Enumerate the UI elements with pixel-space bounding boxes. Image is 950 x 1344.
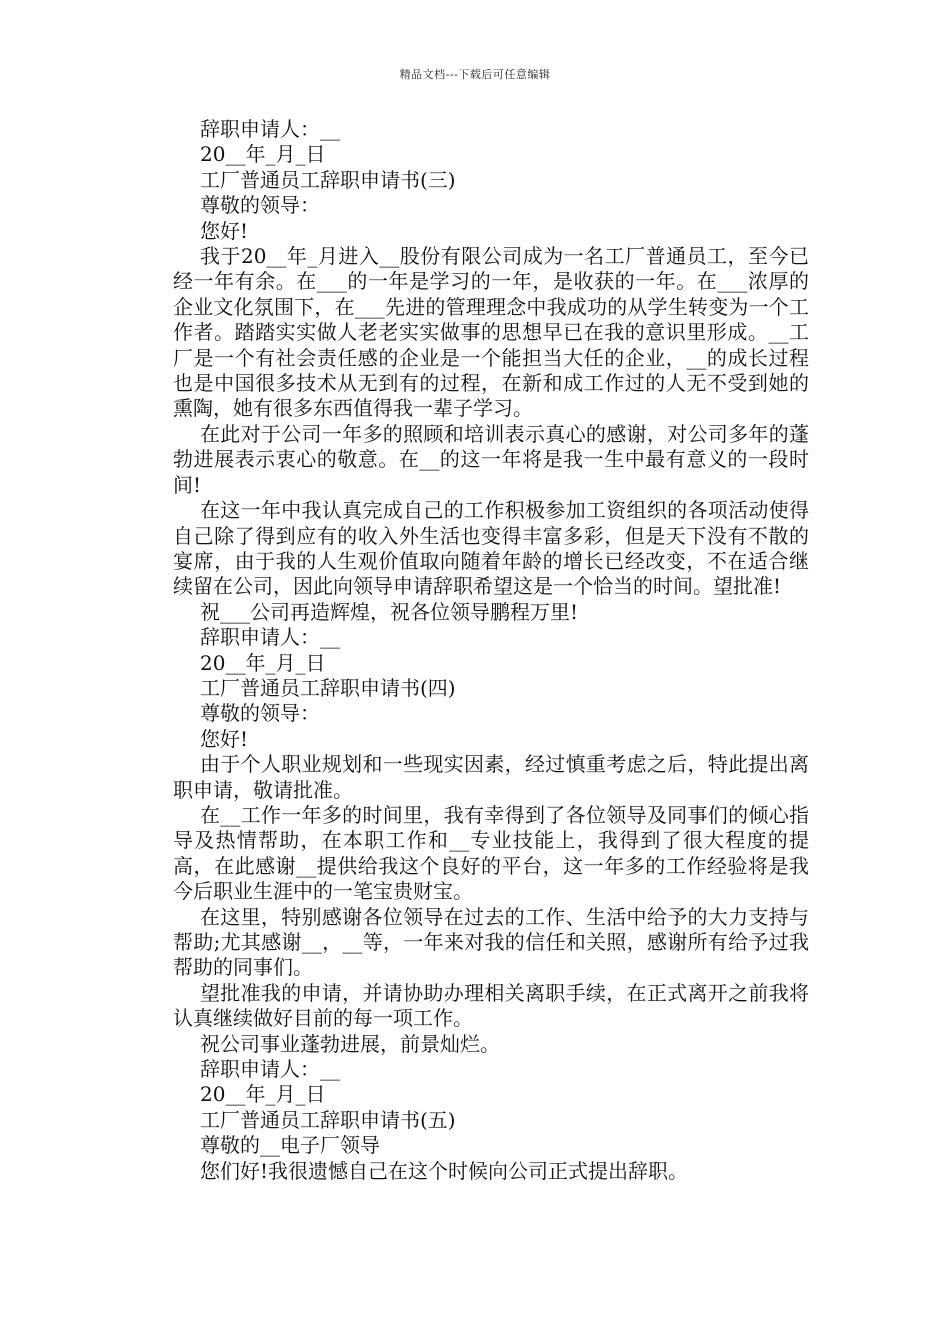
document-body (173, 117, 809, 1184)
signature-line: 辞职申请人：__ (200, 117, 340, 141)
paragraph: 我于20__年_月进入__股份有限公司成为一名工厂普通员工，至今已经一年有余。在___的一年是学习的一年，是收获的一年。在___浓厚的企业文化氛围下，在___先进的管理理念中我成功的从学生转变为一个工作者。踏踏实实做人老老实实做事的思想早已在我的意识里形成。__工厂是一个有社会责任感的企业是一个能担当大任的企业，__的成长过程也是中国很多技术从无到有的过程，在新和成工作过的人无不受到她的熏陶，她有很多东西值得我一辈子学习。 (173, 244, 809, 421)
salutation: 尊敬的领导： (200, 193, 320, 218)
paragraph: 在此对于公司一年多的照顾和培训表示真心的感谢，对公司多年的蓬勃进展表示衷心的敬意。在__的这一年将是我一生中最有意义的一段时间! (173, 421, 809, 497)
greeting: 您好! (200, 726, 249, 751)
salutation: 尊敬的__电子厂领导 (200, 1133, 380, 1158)
salutation: 尊敬的领导： (200, 701, 320, 726)
signature-line: 辞职申请人：__ (200, 1057, 340, 1082)
section-title: 工厂普通员工辞职申请书(三) (200, 167, 456, 192)
section-title: 工厂普通员工辞职申请书(五) (200, 1107, 456, 1132)
date-line: 20__年_月_日 (200, 1082, 326, 1107)
closing-wish: 祝公司事业蓬勃进展，前景灿烂。 (200, 1031, 500, 1056)
paragraph: 在这一年中我认真完成自己的工作积极参加工资组织的各项活动使得自己除了得到应有的收入外生活也变得丰富多彩，但是天下没有不散的宴席，由于我的人生观价值取向随着年龄的增长已经改变，不在适合继续留在公司，因此向领导申请辞职希望这是一个恰当的时间。望批准! (173, 498, 809, 599)
closing-wish: 祝___公司再造辉煌，祝各位领导鹏程万里! (200, 599, 579, 624)
paragraph: 望批准我的申请，并请协助办理相关离职手续，在正式离开之前我将认真继续做好目前的每一项工作。 (173, 980, 809, 1031)
date-line: 20__年_月_日 (200, 142, 326, 167)
page-header: 精品文档---下载后可任意编辑 (399, 68, 551, 81)
paragraph: 在这里，特别感谢各位领导在过去的工作、生活中给予的大力支持与帮助;尤其感谢__，__等，一年来对我的信任和关照，感谢所有给予过我帮助的同事们。 (173, 904, 809, 980)
greeting: 您好! (200, 218, 249, 243)
paragraph: 在__工作一年多的时间里，我有幸得到了各位领导及同事们的倾心指导及热情帮助，在本职工作和__专业技能上，我得到了很大程度的提高，在此感谢__提供给我这个良好的平台，这一年多的工作经验将是我今后职业生涯中的一笔宝贵财宝。 (173, 802, 809, 904)
date-line: 20__年_月_日 (200, 650, 326, 675)
paragraph: 由于个人职业规划和一些现实因素，经过慎重考虑之后，特此提出离职申请，敬请批准。 (173, 752, 809, 802)
greeting: 您们好!我很遗憾自己在这个时候向公司正式提出辞职。 (200, 1158, 689, 1183)
signature-line: 辞职申请人：__ (200, 625, 340, 650)
section-title: 工厂普通员工辞职申请书(四) (200, 675, 456, 700)
